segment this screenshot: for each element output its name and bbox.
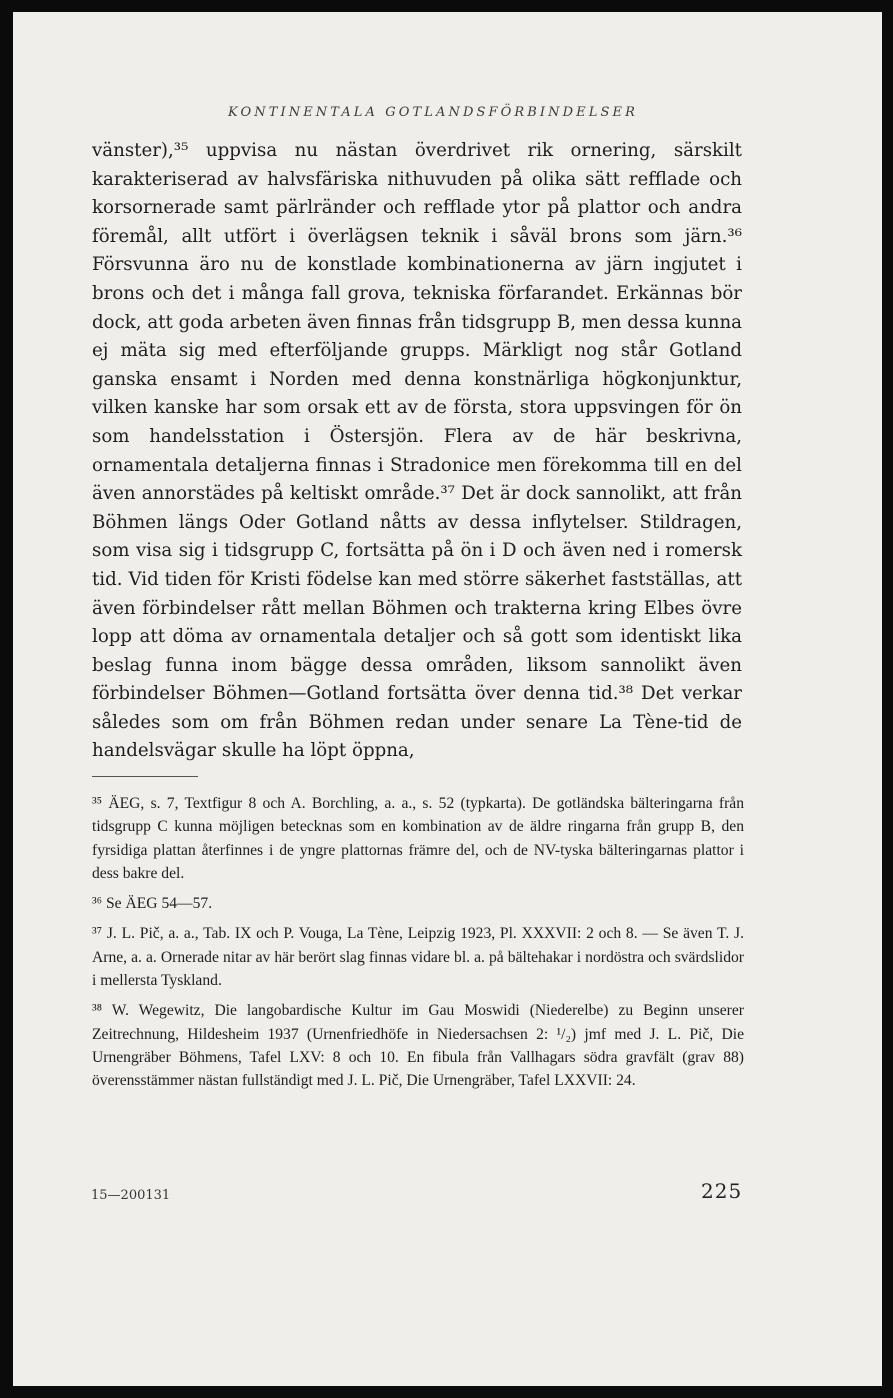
body-paragraph: vänster),³⁵ uppvisa nu nästan överdrivet rik ornering, särskilt karakteriserad av halvsfäriska nithuvuden på olika sätt refflade och korsornerade samt pärlränder och refflade ytor på plattor och andra föremål, allt utfört i överlägsen teknik i såväl brons som järn.³⁶ Försvunna äro nu de konstlade kombinationerna av järn ingjutet i brons och det i många fall grova, tekniska förfarandet. Erkännas bör dock, att goda arbeten även finnas från tidsgrupp B, men dessa kunna ej mäta sig med efterföljande grupps. Märkligt nog står Gotland ganska ensamt i Norden med denna konstnärliga högkonjunktur, vilken kanske har som orsak ett av de första, stora uppsvingen för ön som handelsstation i Östersjön. Flera av de här beskrivna, ornamentala detaljerna finnas i Stradonice men förekomma till en del även annorstädes på keltiskt område.³⁷ Det är dock sannolikt, att från Böhmen längs Oder Gotland nåtts av dessa inflytelser. Stildragen, som visa sig i tidsgrupp C, fortsätta på ön i D och även ned i romersk tid. Vid tiden för Kristi födelse kan med större säkerhet fastställas, att även förbindelser rått mellan Böhmen och trakterna kring Elbes övre lopp att döma av ornamentala detaljer och så gott som identiskt lika beslag funna inom bägge dessa områden, liksom sannolikt även förbindelser Böhmen—Gotland fortsätta över denna tid.³⁸ Det verkar således som om från Böhmen redan under senare La Tène-tid de handelsvägar skulle ha löpt öppna, xyxy=(92,140,742,762)
footnote-divider xyxy=(92,776,198,777)
footnote-36: ³⁶ Se ÄEG 54—57. xyxy=(92,895,213,913)
running-header: KONTINENTALA GOTLANDSFÖRBINDELSER xyxy=(228,105,638,120)
footnote-35: ³⁵ ÄEG, s. 7, Textfigur 8 och A. Borchling, a. a., s. 52 (typkarta). De gotländska bälteringarna från tidsgrupp C kunna möjligen betecknas som en kombination av de äldre ringarna från grupp B, den fyrsidiga plattan återfinnes i de yngre plattornas främre del, och de NV-tyska bälteringarnas plattor i dess bakre del. xyxy=(92,795,744,882)
footnotes xyxy=(92,792,744,1100)
document-page xyxy=(13,12,882,1386)
footnote-38: ³⁸ W. Wegewitz, Die langobardische Kultur im Gau Moswidi (Niederelbe) zu Beginn unserer Zeitrechnung, Hildesheim 1937 (Urnenfriedhöfe in Niedersachsen 2: ¹/₂) jmf med J. L. Pič, Die Urnengräber Böhmens, Tafel LXV: 8 och 10. En fibula från Vallhagars södra gravfält (grav 88) överensstämmer nästan fullständigt med J. L. Pič, Die Urnengräber, Tafel LXXVII: 24. xyxy=(92,1002,744,1090)
printer-signature: 15—200131 xyxy=(91,1188,171,1203)
page-number: 225 xyxy=(701,1179,743,1203)
footnote-37: ³⁷ J. L. Pič, a. a., Tab. IX och P. Vouga, La Tène, Leipzig 1923, Pl. XXXVII: 2 och 8. — Se även T. J. Arne, a. a. Ornerade nitar av här berört slag finnas vidare bl. a. på bältehakar i nordöstra och svärdslidor i mellersta Tyskland. xyxy=(92,925,744,990)
